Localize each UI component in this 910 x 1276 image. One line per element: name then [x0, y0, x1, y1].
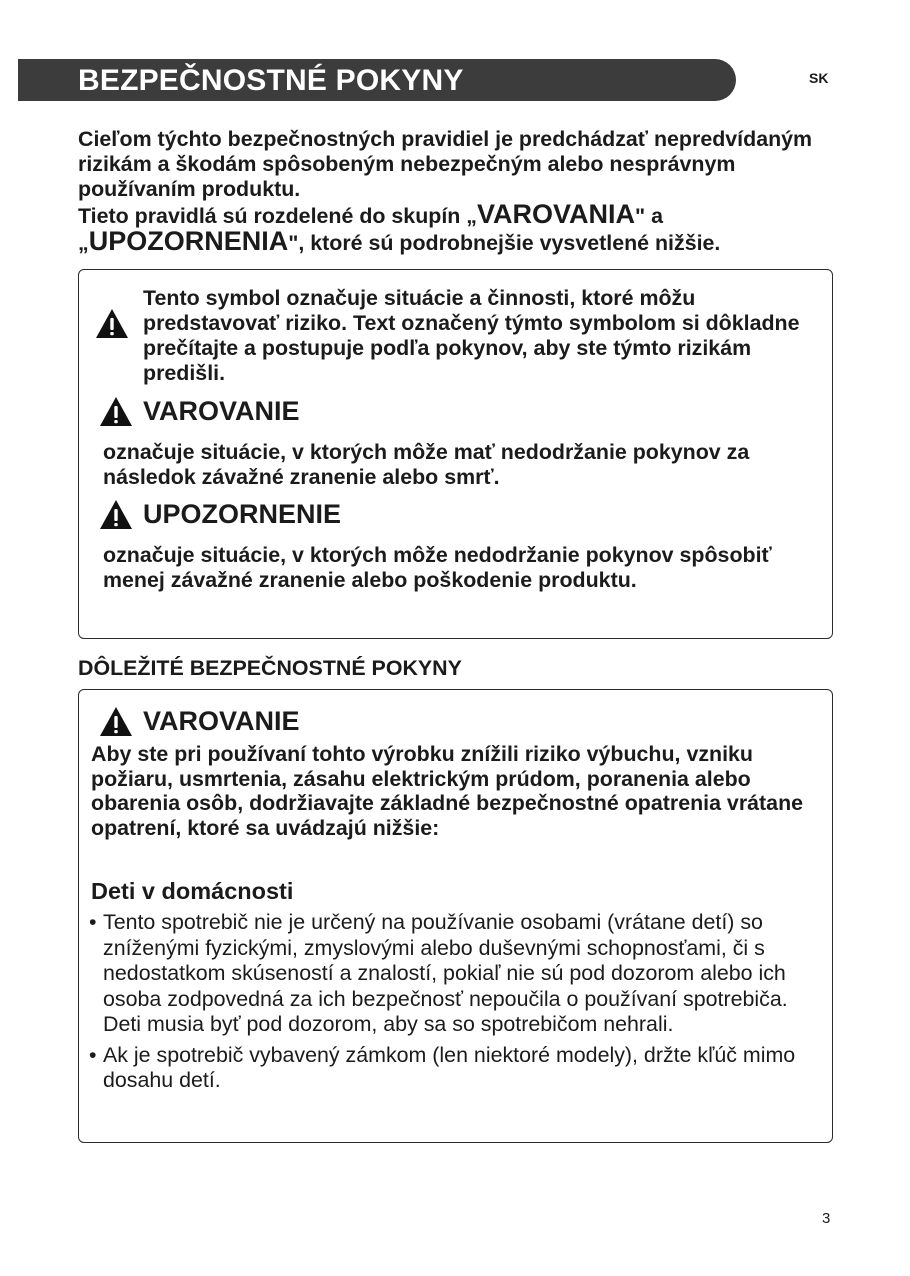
subsection-heading: Deti v domácnosti [91, 878, 294, 904]
caution-label: UPOZORNENIE [143, 499, 342, 529]
intro-text [78, 127, 838, 256]
important-warning-box [78, 689, 833, 1143]
symbol-legend-box [78, 269, 833, 639]
section-heading: DÔLEŽITÉ BEZPEČNOSTNÉ POKYNY [78, 656, 462, 680]
warning-label: VAROVANIE [143, 706, 300, 736]
warning-triangle-icon [99, 706, 133, 737]
intro-p2-after: ", ktoré sú podrobnejšie vysvetlené nižšie. [288, 231, 721, 255]
warning-triangle-icon [99, 499, 133, 530]
caution-description: označuje situácie, v ktorých môže nedodržanie pokynov spôsobiť menej závažné zranenie alebo poškodenie produktu. [103, 543, 772, 592]
warning-triangle-icon [95, 308, 129, 339]
header-bar [18, 59, 736, 101]
intro-p2-middle: " a „ [78, 204, 663, 255]
warning-signal [99, 706, 300, 737]
symbol-explanation [95, 286, 815, 386]
page-number: 3 [822, 1210, 831, 1227]
intro-upozornenia: UPOZORNENIA [88, 226, 289, 256]
page-title: BEZPEČNOSTNÉ POKYNY [78, 64, 464, 97]
warning-label: VAROVANIE [143, 396, 300, 426]
warning-signal [99, 396, 300, 427]
intro-p2-before: Tieto pravidlá sú rozdelené do skupín „ [78, 204, 477, 228]
caution-signal [99, 499, 341, 530]
intro-paragraph-2 [78, 199, 838, 256]
warning-text: Aby ste pri používaní tohto výrobku znížili riziko výbuchu, vzniku požiaru, usmrtenia, zásahu elektrickým prúdom, poranenia alebo obarenia osôb, dodržiavajte základné bezpečnostné opatrenia vrátane opatrení, ktoré sa uvádzajú nižšie: [91, 742, 804, 840]
intro-paragraph-1: Cieľom týchto bezpečnostných pravidiel je predchádzať nepredvídaným rizikám a škodám spôsobeným nebezpečným alebo nesprávnym používaním produktu. [78, 127, 813, 201]
warning-triangle-icon [99, 396, 133, 427]
warning-description: označuje situácie, v ktorých môže mať nedodržanie pokynov za následok závažné zranenie alebo smrť. [103, 440, 750, 489]
symbol-description: Tento symbol označuje situácie a činnosti, ktoré môžu predstavovať riziko. Text označený týmto symbolom si dôkladne prečítajte a postupuje podľa pokynov, aby ste týmto rizikám predišli. [143, 286, 800, 385]
list-item: • Ak je spotrebič vybavený zámkom (len niektoré modely), držte kľúč mimo dosahu detí. [89, 1043, 819, 1094]
list-item: • Tento spotrebič nie je určený na používanie osobami (vrátane detí) so zníženými fyzickými, zmyslovými alebo duševnými schopnosťami, či s nedostatkom skúseností a znalostí, pokiaľ nie sú pod dozorom alebo ich osoba zodpovedná za ich bezpečnosť nepoučila o používaní spotrebiča. Deti musia byť pod dozorom, aby sa so spotrebičom nehrali. [89, 910, 819, 1038]
intro-varovania: VAROVANIA [476, 199, 635, 229]
bullet-list [89, 910, 819, 1099]
language-code: SK [809, 70, 829, 86]
